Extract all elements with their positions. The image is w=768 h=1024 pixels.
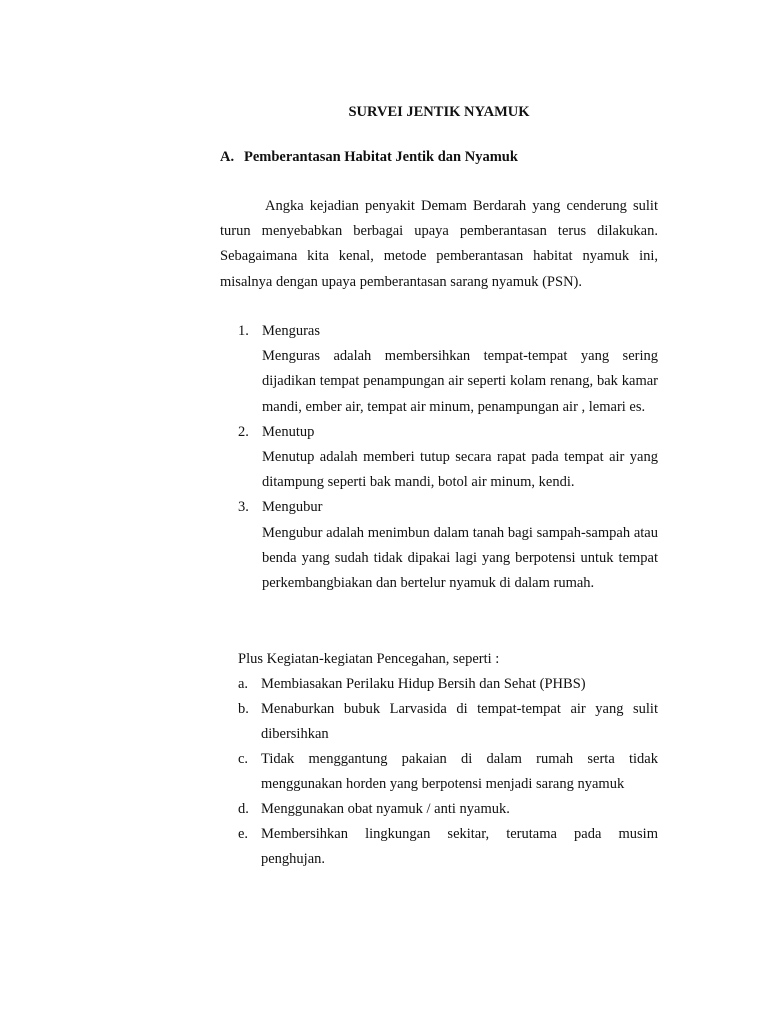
- list-item-body: Menguras adalah membersihkan tempat-tempat yang sering dijadikan tempat penampungan air seperti kolam renang, bak kamar mandi, ember air, tempat air minum, penampungan air , lemari es.: [262, 348, 658, 415]
- lettered-item-a: [238, 672, 658, 697]
- prevention-intro: Plus Kegiatan-kegiatan Pencegahan, seperti :: [238, 651, 500, 667]
- lettered-item-b: [238, 697, 658, 747]
- list-item-body: Mengubur adalah menimbun dalam tanah bagi sampah-sampah atau benda yang sudah tidak dipakai lagi yang berpotensi untuk tempat perkembangbiakan dan bertelur nyamuk di dalam rumah.: [262, 524, 658, 592]
- list-item-text: Menaburkan bubuk Larvasida di tempat-tempat air yang sulit dibersihkan: [261, 701, 658, 742]
- list-letter: d.: [238, 801, 249, 817]
- list-letter: e.: [238, 826, 249, 842]
- list-letter: a.: [238, 676, 249, 692]
- numbered-item-menutup: [220, 420, 658, 496]
- list-item-title: Menguras: [262, 323, 320, 339]
- lettered-list: [238, 672, 658, 872]
- list-item-body: Menutup adalah memberi tutup secara rapat pada tempat air yang ditampung seperti bak mandi, botol air minum, kendi.: [262, 449, 658, 491]
- lettered-item-c: [238, 747, 658, 797]
- section-heading-text: Pemberantasan Habitat Jentik dan Nyamuk: [244, 149, 518, 165]
- section-marker: A.: [220, 149, 235, 165]
- section-heading: [220, 146, 518, 168]
- document-title: SURVEI JENTIK NYAMUK: [348, 104, 530, 120]
- list-letter: b.: [238, 701, 249, 717]
- list-item-text: Tidak menggantung pakaian di dalam rumah serta tidak menggunakan horden yang berpotensi menjadi sarang nyamuk: [261, 751, 658, 792]
- numbered-list: [220, 319, 658, 596]
- numbered-item-menguras: [220, 319, 658, 420]
- list-number: 3.: [238, 499, 249, 516]
- intro-paragraph: Angka kejadian penyakit Demam Berdarah yang cenderung sulit turun menyebabkan berbagai upaya pemberantasan terus dilakukan. Sebagaimana kita kenal, metode pemberantasan habitat nyamuk ini, misalnya dengan upaya pemberantasan sarang nyamuk (PSN).: [220, 198, 658, 290]
- list-number: 2.: [238, 423, 249, 440]
- lettered-item-e: [238, 822, 658, 872]
- list-number: 1.: [238, 323, 249, 339]
- list-item-title: Mengubur: [262, 499, 323, 516]
- list-item-text: Menggunakan obat nyamuk / anti nyamuk.: [261, 801, 510, 817]
- list-item-title: Menutup: [262, 423, 315, 440]
- list-item-text: Membiasakan Perilaku Hidup Bersih dan Sehat (PHBS): [261, 676, 586, 692]
- list-letter: c.: [238, 751, 249, 767]
- numbered-item-mengubur: [220, 495, 658, 596]
- lettered-item-d: [238, 797, 658, 822]
- list-item-text: Membersihkan lingkungan sekitar, terutama pada musim penghujan.: [261, 826, 658, 867]
